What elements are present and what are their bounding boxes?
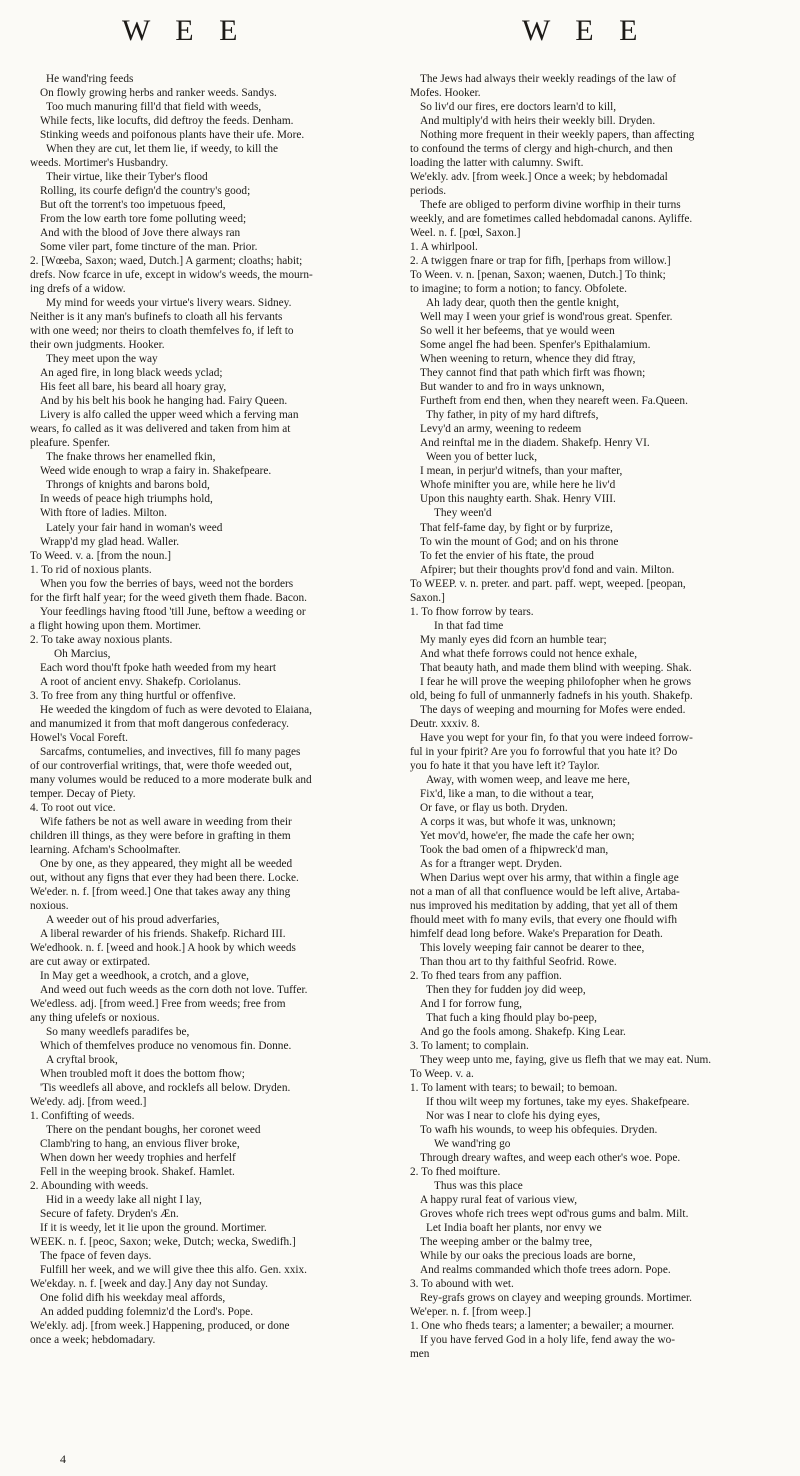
left-column-line: In May get a weedhook, a crotch, and a glove, [40, 970, 249, 982]
left-column-line: But oft the torrent's too impetuous fpeed, [40, 199, 226, 212]
left-column-line: learning. Afcham's Schoolmafter. [30, 843, 181, 856]
left-column-line: He wand'ring feeds [46, 73, 134, 85]
left-column-line: Your feedlings having ftood 'till June, beftow a weeding or [40, 605, 306, 618]
left-column-line: once a week; hebdomadary. [30, 1334, 156, 1347]
left-column-line: Wife fathers be not as well aware in weeding from their [40, 815, 292, 828]
right-column-line: That beauty hath, and made them blind with weeping. Shak. [420, 661, 692, 674]
right-column-line: When weening to return, whence they did ftray, [420, 353, 636, 366]
right-column-line: himfelf dead long before. Wake's Preparation for Death. [410, 927, 663, 940]
left-column-line: WEEK. n. f. [peoc, Saxon; weke, Dutch; wecka, Swedifh.] [30, 1236, 296, 1249]
left-column-line: any thing ufelefs or noxious. [30, 1012, 160, 1025]
left-column-line: 2. To take away noxious plants. [30, 633, 173, 646]
right-column-line: They cannot find that path which firft was fhown; [420, 367, 646, 380]
right-column-line: And go the fools among. Shakefp. King Lear. [420, 1026, 626, 1039]
right-column-line: But wander to and fro in ways unknown, [420, 381, 605, 394]
right-column-line: As for a ftranger wept. Dryden. [420, 857, 563, 870]
right-column-line: nus improved his meditation by adding, that yet all of them [410, 899, 678, 912]
right-column-line: And multiply'd with heirs their weekly bill. Dryden. [420, 115, 656, 128]
left-column-line: We'ekday. n. f. [week and day.] Any day not Sunday. [30, 1278, 268, 1291]
right-column-line: We'ekly. adv. [from week.] Once a week; by hebdomadal [410, 171, 668, 184]
left-column-line: One by one, as they appeared, they might all be weeded [40, 857, 293, 870]
right-column-line: Let India boaft her plants, nor envy we [426, 1222, 602, 1235]
right-column-line: When Darius wept over his army, that within a fingle age [420, 871, 679, 884]
right-column-line: We'eper. n. f. [from weep.] [410, 1306, 531, 1319]
left-column-line: From the low earth tore fome polluting weed; [40, 213, 247, 226]
right-column-line: Have you wept for your fin, fo that you were indeed forrow- [420, 731, 693, 744]
right-column-line: Fix'd, like a man, to die without a tear, [420, 787, 594, 800]
left-column-line: When troubled moft it does the bottom fhow; [40, 1068, 245, 1081]
right-column-line: To Ween. v. n. [penan, Saxon; waenen, Dutch.] To think; [410, 269, 666, 282]
page-number: 4 [60, 1452, 66, 1466]
right-column-line: Ah lady dear, quoth then the gentle knight, [426, 297, 620, 310]
left-column-line: Rolling, its courfe defign'd the country's good; [40, 185, 251, 198]
left-column-line: ing drefs of a widow. [30, 283, 126, 296]
right-column-line: Some angel fhe had been. Spenfer's Epithalamium. [420, 339, 651, 352]
right-column-line: Weel. n. f. [pœl, Saxon.] [410, 227, 521, 240]
left-column-line: Oh Marcius, [54, 647, 111, 660]
left-column-line: When they are cut, let them lie, if weedy, to kill the [46, 143, 279, 156]
left-column-line: Clamb'ring to hang, an envious fliver broke, [40, 1138, 240, 1151]
left-column-line: Weed wide enough to wrap a fairy in. Shakefpeare. [40, 465, 272, 478]
left-column-line: The fnake throws her enamelled fkin, [46, 451, 216, 464]
right-column-line: My manly eyes did fcorn an humble tear; [420, 633, 607, 646]
left-column-line: out, without any figns that ever they had been there. Locke. [30, 871, 299, 884]
right-column-line: men [410, 1348, 430, 1361]
right-column-line: If thou wilt weep my fortunes, take my eyes. Shakefpeare. [426, 1096, 690, 1109]
left-column-line: With ftore of ladies. Milton. [40, 507, 167, 520]
right-column-line: That fuch a king fhould play bo-peep, [426, 1012, 597, 1025]
right-column-line: Deutr. xxxiv. 8. [410, 717, 480, 730]
right-column-line: Rey-grafs grows on clayey and weeping grounds. Mortimer. [420, 1292, 693, 1305]
left-column-line: We'edhook. n. f. [weed and hook.] A hook by which weeds [30, 941, 296, 954]
right-column-line: 2. A twiggen fnare or trap for fifh, [perhaps from willow.] [410, 255, 671, 268]
right-column-line: periods. [410, 185, 447, 198]
right-column-line: And what thefe forrows could not hence exhale, [420, 647, 638, 660]
header-right-word: W E E [522, 14, 647, 47]
left-column-line: The fpace of feven days. [40, 1250, 152, 1263]
left-column-line: On flowly growing herbs and ranker weeds. Sandys. [40, 87, 277, 100]
left-column-line: His feet all bare, his beard all hoary gray, [40, 381, 227, 394]
left-column-line: Livery is alfo called the upper weed which a ferving man [40, 409, 299, 422]
left-column-line: Neither is it any man's bufinefs to cloath all his fervants [30, 311, 283, 324]
right-column-line: Or fave, or flay us both. Dryden. [420, 801, 568, 814]
right-column-line: Groves whofe rich trees wept od'rous gums and balm. Milt. [420, 1208, 689, 1221]
right-column-line: To wafh his wounds, to weep his obfequies. Dryden. [420, 1124, 658, 1137]
left-column-line: An added pudding folemniz'd the Lord's. Pope. [40, 1306, 254, 1319]
right-column-line: To Weep. v. a. [410, 1068, 474, 1081]
right-column-line: The Jews had always their weekly readings of the law of [420, 73, 676, 85]
left-column-line: If it is weedy, let it lie upon the ground. Mortimer. [40, 1222, 267, 1235]
right-column-line: to confound the terms of clergy and high-church, and then [410, 143, 673, 156]
left-column-line: We'eder. n. f. [from weed.] One that takes away any thing [30, 885, 291, 898]
left-column-line: pleafure. Spenfer. [30, 437, 110, 450]
left-column-line: While fects, like locufts, did deftroy the feeds. Denham. [40, 115, 294, 128]
left-column-line: 1. Confifting of weeds. [30, 1110, 135, 1123]
left-column-line: A liberal rewarder of his friends. Shakefp. Richard III. [40, 927, 286, 940]
right-column-line: Then they for fudden joy did weep, [426, 984, 586, 997]
right-column-line: 1. To lament with tears; to bewail; to bemoan. [410, 1082, 618, 1095]
left-column-line: with one weed; nor theirs to cloath themfelves fo, if left to [30, 325, 294, 338]
left-column-line: Secure of fafety. Dryden's Æn. [40, 1208, 179, 1221]
right-column-line: To win the mount of God; and on his throne [420, 535, 619, 548]
left-column-line: We'edy. adj. [from weed.] [30, 1096, 147, 1109]
right-column-line: To WEEP. v. n. preter. and part. paff. wept, weeped. [peopan, [410, 577, 686, 590]
left-column-line: One folid difh his weekday meal affords, [40, 1292, 226, 1305]
left-column-line: for the firft half year; for the weed giveth them fhade. Bacon. [30, 591, 307, 604]
left-column-line: My mind for weeds your virtue's livery wears. Sidney. [46, 297, 292, 310]
right-column-line: A corps it was, but whofe it was, unknown; [420, 815, 616, 828]
right-column-line: I mean, in perjur'd witnefs, than your mafter, [420, 465, 623, 478]
left-column-line: Throngs of knights and barons bold, [46, 479, 210, 492]
right-column-line: And I for forrow fung, [420, 998, 522, 1011]
right-column [410, 72, 772, 1442]
right-column-line: The days of weeping and mourning for Mofes were ended. [420, 703, 686, 716]
right-column-line: To fet the envier of his ftate, the proud [420, 549, 594, 562]
right-column-line: Furtheft from end then, when they neareft ween. Fa.Queen. [420, 395, 688, 408]
left-column-line: Sarcafms, contumelies, and invectives, fill fo many pages [40, 745, 301, 758]
right-column-line: 1. One who fheds tears; a lamenter; a bewailer; a mourner. [410, 1320, 675, 1333]
right-column-line: That felf-fame day, by fight or by furprize, [420, 521, 613, 534]
left-column [30, 72, 395, 1442]
right-column-line: Well may I ween your grief is wond'rous great. Spenfer. [420, 311, 673, 324]
left-column-line: temper. Decay of Piety. [30, 787, 136, 800]
left-column-line: A weeder out of his proud adverfaries, [46, 913, 220, 926]
left-column-line: Wrapp'd my glad head. Waller. [40, 535, 180, 548]
left-column-line: In weeds of peace high triumphs hold, [40, 493, 213, 506]
right-column-line: In that fad time [434, 619, 504, 632]
right-column-line: Thus was this place [434, 1180, 523, 1193]
right-column-line: Nothing more frequent in their weekly papers, than affecting [420, 129, 695, 142]
right-column-line: Took the bad omen of a fhipwreck'd man, [420, 843, 609, 856]
right-column-line: Levy'd an army, weening to redeem [420, 423, 582, 436]
left-column-line: To Weed. v. a. [from the noun.] [30, 549, 172, 562]
right-column-line: This lovely weeping fair cannot be dearer to thee, [420, 941, 645, 954]
right-column-line: Upon this naughty earth. Shak. Henry VIII. [420, 493, 616, 506]
right-column-line: 3. To abound with wet. [410, 1278, 514, 1291]
right-column-line: not a man of all that confluence would be left alive, Artaba- [410, 885, 680, 898]
right-column-line: They weep unto me, faying, give us flefh that we may eat. Num. [420, 1054, 712, 1067]
left-column-line: Each word thou'ft fpoke hath weeded from my heart [40, 661, 277, 674]
left-column-line: drefs. Now fcarce in ufe, except in widow's weeds, the mourn- [30, 269, 313, 282]
right-column-line: Yet mov'd, howe'er, fhe made the cafe her own; [420, 829, 635, 842]
right-column-line: weekly, and are fometimes called hebdomadal canons. Ayliffe. [410, 213, 693, 226]
left-column-line: children ill things, as they were before in grafting in them [30, 829, 291, 842]
right-column-line: While by our oaks the precious loads are borne, [420, 1250, 636, 1263]
left-column-line: And by his belt his book he hanging had. Fairy Queen. [40, 395, 288, 408]
right-column-line: old, being fo full of unmannerly fadnefs in his youth. Shakefp. [410, 689, 693, 702]
right-column-line: The weeping amber or the balmy tree, [420, 1236, 593, 1249]
right-column-line: We wand'ring go [434, 1138, 511, 1151]
left-column-line: Stinking weeds and poifonous plants have their ufe. More. [40, 129, 305, 142]
left-column-line: 'Tis weedlefs all above, and rocklefs all below. Dryden. [40, 1082, 291, 1095]
right-column-line: Thefe are obliged to perform divine worfhip in their turns [420, 199, 681, 212]
left-column-line: 2. [Wœeba, Saxon; waed, Dutch.] A garment; cloaths; habit; [30, 255, 303, 268]
left-column-line: 3. To free from any thing hurtful or offenfive. [30, 689, 236, 702]
right-column-line: If you have ferved God in a holy life, fend away the wo- [420, 1334, 676, 1347]
right-column-line: Nor was I near to clofe his dying eyes, [426, 1110, 601, 1123]
right-column-line: So liv'd our fires, ere doctors learn'd to kill, [420, 101, 617, 114]
left-column-line: Howel's Vocal Foreft. [30, 731, 128, 744]
left-column-line: We'edless. adj. [from weed.] Free from weeds; free from [30, 998, 286, 1011]
right-column-line: Whofe minifter you are, while here he liv'd [420, 479, 616, 492]
left-column-line: He weeded the kingdom of fuch as were devoted to Elaiana, [40, 703, 312, 716]
left-column-line: are cut away or extirpated. [30, 955, 151, 968]
running-header [0, 14, 800, 54]
right-column-line: Saxon.] [410, 591, 445, 604]
left-column-line: Too much manuring fill'd that field with weeds, [46, 101, 262, 114]
right-column-line: Than thou art to thy faithful Seofrid. Rowe. [420, 955, 617, 968]
left-column-line: And with the blood of Jove there always ran [40, 227, 241, 240]
right-column-line: 2. To fhed moifture. [410, 1166, 501, 1179]
right-column-line: Afpirer; but their thoughts prov'd fond and vain. Milton. [420, 563, 675, 576]
right-column-line: Ween you of better luck, [426, 451, 538, 464]
header-left-word: W E E [122, 14, 247, 47]
right-column-line: 1. To fhow forrow by tears. [410, 605, 534, 618]
right-column-line: Away, with women weep, and leave me here, [426, 773, 631, 786]
left-column-line: many volumes would be reduced to a more moderate bulk and [30, 773, 312, 786]
left-column-line: noxious. [30, 899, 69, 912]
left-column-line: Lately your fair hand in woman's weed [46, 521, 223, 534]
left-column-line: And weed out fuch weeds as the corn doth not love. Tuffer. [40, 984, 308, 997]
left-column-line: weeds. Mortimer's Husbandry. [30, 157, 169, 170]
right-column-line: you fo hate it that you have left it? Taylor. [410, 759, 600, 772]
left-column-line: 1. To rid of noxious plants. [30, 563, 152, 576]
left-column-line: So many weedlefs paradifes be, [46, 1026, 190, 1039]
left-column-line: 4. To root out vice. [30, 801, 116, 814]
right-column-line: Through dreary waftes, and weep each other's woe. Pope. [420, 1152, 681, 1165]
right-column-line: So well it her befeems, that ye would ween [420, 325, 615, 338]
right-column-line: I fear he will prove the weeping philofopher when he grows [420, 675, 692, 688]
right-column-line: A happy rural feat of various view, [420, 1194, 578, 1207]
right-column-line: They ween'd [434, 507, 492, 520]
left-column-line: wears, fo called as it was delivered and taken from him at [30, 423, 291, 436]
left-column-line: Fell in the weeping brook. Shakef. Hamlet. [40, 1166, 235, 1179]
right-column-line: loading the latter with calumny. Swift. [410, 157, 584, 170]
left-column-line: Hid in a weedy lake all night I lay, [46, 1194, 202, 1207]
left-column-line: A root of ancient envy. Shakefp. Coriolanus. [40, 675, 241, 688]
left-column-line: their own judgments. Hooker. [30, 339, 165, 352]
left-column-line: a flight howing upon them. Mortimer. [30, 619, 202, 632]
left-column-line: We'ekly. adj. [from week.] Happening, produced, or done [30, 1320, 290, 1333]
right-column-line: ful in your fpirit? Are you fo forrowful that you hate it? Do [410, 745, 678, 758]
left-column-line: An aged fire, in long black weeds yclad; [40, 367, 223, 380]
right-column-line: And realms commanded which thofe trees adorn. Pope. [420, 1264, 671, 1277]
right-column-line: 3. To lament; to complain. [410, 1040, 529, 1053]
right-column-line: Mofes. Hooker. [410, 87, 481, 100]
right-column-line: 2. To fhed tears from any paffion. [410, 970, 562, 982]
left-column-line: and manumized it from that moft dangerous confederacy. [30, 717, 290, 730]
left-column-line: A cryftal brook, [46, 1054, 118, 1067]
left-column-line: 2. Abounding with weeds. [30, 1180, 149, 1193]
right-column-line: 1. A whirlpool. [410, 241, 478, 254]
right-column-line: fhould meet with fo many evils, that every one fhould wifh [410, 913, 677, 926]
right-column-line: And reinftal me in the diadem. Shakefp. Henry VI. [420, 437, 650, 450]
right-column-line: Thy father, in pity of my hard diftrefs, [426, 409, 599, 422]
left-column-line: of our controverfial writings, that, were thofe weeded out, [30, 759, 292, 772]
left-column-line: Their virtue, like their Tyber's flood [46, 171, 208, 184]
left-column-line: Which of themfelves produce no venomous fin. Donne. [40, 1040, 292, 1053]
left-column-line: There on the pendant boughs, her coronet weed [46, 1124, 261, 1137]
left-column-line: When you fow the berries of bays, weed not the borders [40, 577, 294, 590]
left-column-line: When down her weedy trophies and herfelf [40, 1152, 236, 1165]
right-column-line: to imagine; to form a notion; to fancy. Obfolete. [410, 283, 627, 296]
left-column-line: Fulfill her week, and we will give thee this alfo. Gen. xxix. [40, 1264, 307, 1277]
left-column-line: They meet upon the way [46, 353, 158, 366]
left-column-line: Some viler part, fome tincture of the man. Prior. [40, 241, 258, 254]
